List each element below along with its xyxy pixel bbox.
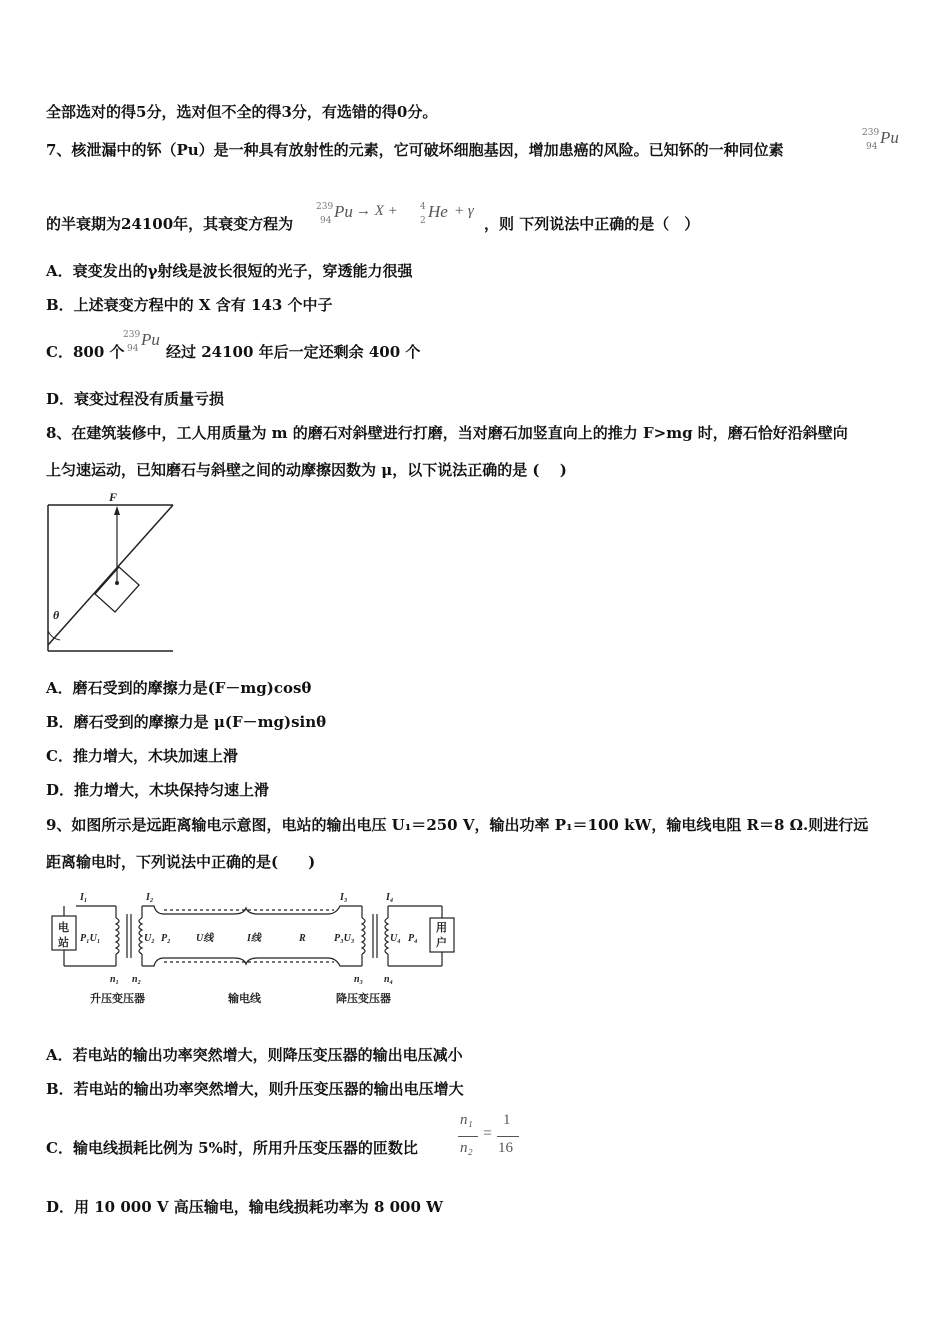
q7-option-b: B．上述衰变方程中的 X 含有 143 个中子 (46, 296, 333, 314)
label-i2: I₂ (146, 892, 154, 903)
q7-decay-equation (316, 202, 486, 232)
q9-option-d: D．用 10 000 V 高压输电，输电线损耗功率为 8 000 W (46, 1198, 443, 1216)
label-p3u3: P₃U₃ (334, 933, 355, 944)
label-p2: P₂ (161, 933, 171, 944)
q8-incline-figure (40, 485, 180, 657)
user-label-1: 用 (436, 922, 447, 934)
label-p4: P₄ (408, 933, 418, 944)
q9-stem-line2: 距离输电时，下列说法中正确的是( ) (46, 853, 316, 871)
frac-num: 1 (503, 1112, 511, 1128)
q9-option-a: A．若电站的输出功率突然增大，则降压变压器的输出电压减小 (46, 1046, 463, 1064)
label-u-line: U线 (196, 933, 214, 944)
label-n4: n₄ (384, 974, 394, 985)
label-n1: n₁ (110, 974, 120, 985)
caption-step-up: 升压变压器 (90, 993, 145, 1005)
q7-eq-pu-num: 94 (320, 216, 332, 226)
q7-eq-pu-mass: 239 (316, 202, 334, 212)
label-i-line: I线 (247, 933, 261, 944)
q8-stem-line1: 8、在建筑装修中，工人用质量为 m 的磨石对斜壁进行打磨，当对磨石加竖直向上的推力 F>mg 时，磨石恰好沿斜壁向 (46, 424, 848, 442)
caption-line: 输电线 (228, 993, 261, 1005)
user-label-2: 户 (436, 937, 447, 949)
frac-left-bar (458, 1136, 478, 1137)
frac-right-bar (497, 1136, 519, 1137)
label-p1u1: P₁U₁ (80, 933, 101, 944)
frac-den: 16 (498, 1140, 513, 1156)
q7-iso-sym: Pu (880, 128, 899, 147)
q8-stem-line2: 上匀速运动，已知磨石与斜壁之间的动摩擦因数为 μ，以下说法正确的是 ( ) (46, 461, 567, 479)
label-n3: n₃ (354, 974, 364, 985)
q7-option-c-a: C．800 个 (46, 343, 125, 361)
q7-option-d: D．衰变过程没有质量亏损 (46, 390, 225, 408)
q7-iso-mass: 239 (862, 128, 880, 138)
label-n2: n₂ (132, 974, 142, 985)
q7-eq-pu-sym: Pu (334, 202, 353, 221)
q9-transmission-diagram (44, 886, 464, 1012)
station-label-2: 站 (58, 937, 69, 949)
force-arrowhead (114, 506, 120, 515)
t1-primary-coil (116, 918, 119, 954)
q7-isotope-formula (862, 128, 912, 158)
label-u2: U₂ (144, 933, 155, 944)
q7-stem-line2-a: 的半衰期为24100年，其衰变方程为 (46, 215, 294, 233)
q7-eq-end: + γ (454, 203, 474, 219)
frac-n1: n₁ (460, 1112, 473, 1128)
frac-equals: = (483, 1125, 493, 1142)
label-i4: I₄ (386, 892, 394, 903)
q8-option-b: B．磨石受到的摩擦力是 μ(F－mg)sinθ (46, 713, 327, 731)
label-u4: U₄ (390, 933, 401, 944)
theta-label: θ (53, 608, 60, 622)
q7-stem-line1: 7、核泄漏中的钚（Pu）是一种具有放射性的元素，它可破坏细胞基因，增加患癌的风险。已知钚的一种同位素 (46, 141, 784, 159)
q9-stem-line1: 9、如图所示是远距离输电示意图，电站的输出电压 U₁＝250 V，输出功率 P₁＝100 kW，输电线电阻 R＝8 Ω.则进行远 (46, 816, 869, 834)
frac-n2: n₂ (460, 1140, 473, 1156)
q9-option-b: B．若电站的输出功率突然增大，则升压变压器的输出电压增大 (46, 1080, 464, 1098)
q7-c-iso-num: 94 (127, 344, 139, 354)
q7-stem-line2-b: ，则 下列说法中正确的是（ ） (484, 215, 700, 233)
incline-line (48, 505, 173, 645)
q9-option-c-a: C．输电线损耗比例为 5%时，所用升压变压器的匝数比 (46, 1139, 418, 1157)
label-i3: I₃ (340, 892, 348, 903)
q9-turns-ratio-fraction (456, 1112, 526, 1164)
label-r: R (299, 933, 306, 944)
q7-option-a: A．衰变发出的γ射线是波长很短的光子，穿透能力很强 (46, 262, 413, 280)
t2-primary-coil (362, 918, 365, 954)
q7-eq-he-num: 2 (420, 216, 426, 226)
q8-option-c: C．推力增大，木块加速上滑 (46, 747, 238, 765)
label-i1: I₁ (80, 892, 88, 903)
station-label-1: 电 (58, 922, 69, 934)
q7-eq-mid: → X + (356, 203, 398, 219)
intro-line: 全部选对的得5分，选对但不全的得3分，有选错的得0分。 (46, 103, 438, 121)
caption-step-down: 降压变压器 (336, 993, 391, 1005)
q8-option-d: D．推力增大，木块保持匀速上滑 (46, 781, 270, 799)
q7-iso-num: 94 (866, 142, 878, 152)
t1-secondary-coil (139, 918, 142, 954)
t2-secondary-coil (385, 918, 388, 954)
force-label: F (109, 490, 118, 504)
q7-c-iso-mass: 239 (123, 330, 141, 340)
q7-eq-he-mass: 4 (420, 202, 426, 212)
q8-option-a: A．磨石受到的摩擦力是(F－mg)cosθ (46, 679, 312, 697)
q7-eq-he-sym: He (428, 202, 448, 221)
q7-c-iso-sym: Pu (141, 330, 160, 349)
q7-option-c-b: 经过 24100 年后一定还剩余 400 个 (166, 343, 421, 361)
